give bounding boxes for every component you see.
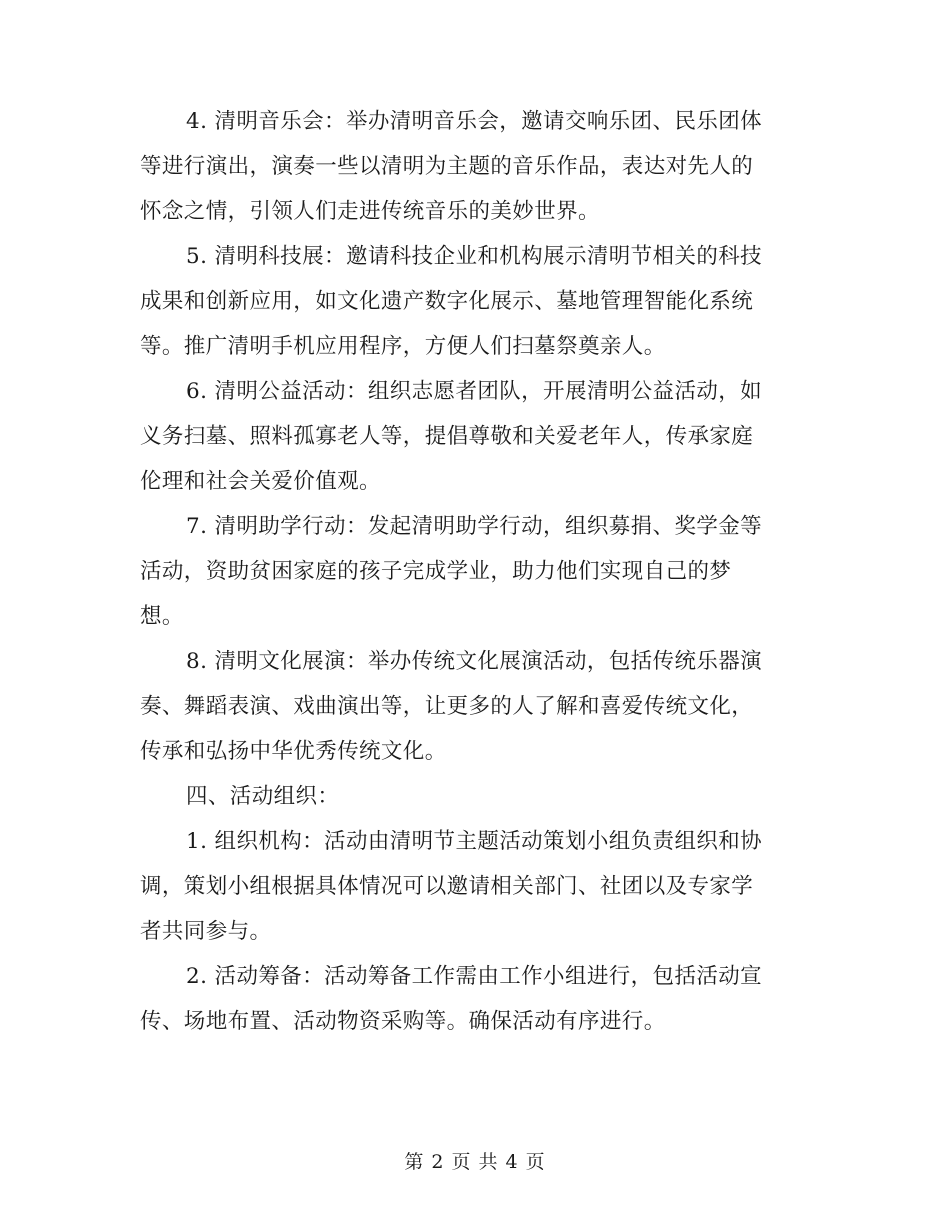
text-line: 传、场地布置、活动物资采购等。确保活动有序进行。 (140, 1009, 666, 1034)
text-line: 传承和弘扬中华优秀传统文化。 (140, 739, 447, 764)
document-body (140, 99, 812, 1044)
text-line: 怀念之情，引领人们走进传统音乐的美妙世界。 (140, 199, 600, 224)
text-line: 活动，资助贫困家庭的孩子完成学业，助力他们实现自己的梦 (140, 559, 732, 584)
text-line: 四、活动组织： (186, 784, 340, 809)
paragraph-org-structure (140, 819, 812, 954)
text-line: 调，策划小组根据具体情况可以邀请相关部门、社团以及专家学 (140, 874, 754, 899)
paragraph-item-4-concert (140, 99, 812, 234)
text-line: 6. 清明公益活动：组织志愿者团队，开展清明公益活动，如 (186, 379, 763, 404)
text-line: 奏、舞蹈表演、戏曲演出等，让更多的人了解和喜爱传统文化， (140, 694, 754, 719)
text-line: 等。推广清明手机应用程序，方便人们扫墓祭奠亲人。 (140, 334, 666, 359)
paragraph-preparation (140, 954, 812, 1044)
section-heading-organization (140, 774, 812, 819)
text-line: 4. 清明音乐会：举办清明音乐会，邀请交响乐团、民乐团体 (186, 109, 763, 134)
text-line: 7. 清明助学行动：发起清明助学行动，组织募捐、奖学金等 (186, 514, 763, 539)
text-line: 5. 清明科技展：邀请科技企业和机构展示清明节相关的科技 (186, 244, 763, 269)
text-line: 8. 清明文化展演：举办传统文化展演活动，包括传统乐器演 (186, 649, 763, 674)
paragraph-item-5-tech-expo (140, 234, 812, 369)
text-line: 伦理和社会关爱价值观。 (140, 469, 381, 494)
paragraph-item-8-culture-show (140, 639, 812, 774)
text-line: 成果和创新应用，如文化遗产数字化展示、墓地管理智能化系统 (140, 289, 754, 314)
text-line: 义务扫墓、照料孤寡老人等，提倡尊敬和关爱老年人，传承家庭 (140, 424, 754, 449)
paragraph-item-7-education-aid (140, 504, 812, 639)
page-number-footer: 第 2 页 共 4 页 (404, 1151, 546, 1173)
text-line: 等进行演出，演奏一些以清明为主题的音乐作品，表达对先人的 (140, 154, 754, 179)
text-line: 1. 组织机构：活动由清明节主题活动策划小组负责组织和协 (186, 829, 763, 854)
text-line: 想。 (140, 604, 184, 629)
text-line: 2. 活动筹备：活动筹备工作需由工作小组进行，包括活动宣 (186, 964, 763, 989)
paragraph-item-6-charity (140, 369, 812, 504)
text-line: 者共同参与。 (140, 919, 272, 944)
